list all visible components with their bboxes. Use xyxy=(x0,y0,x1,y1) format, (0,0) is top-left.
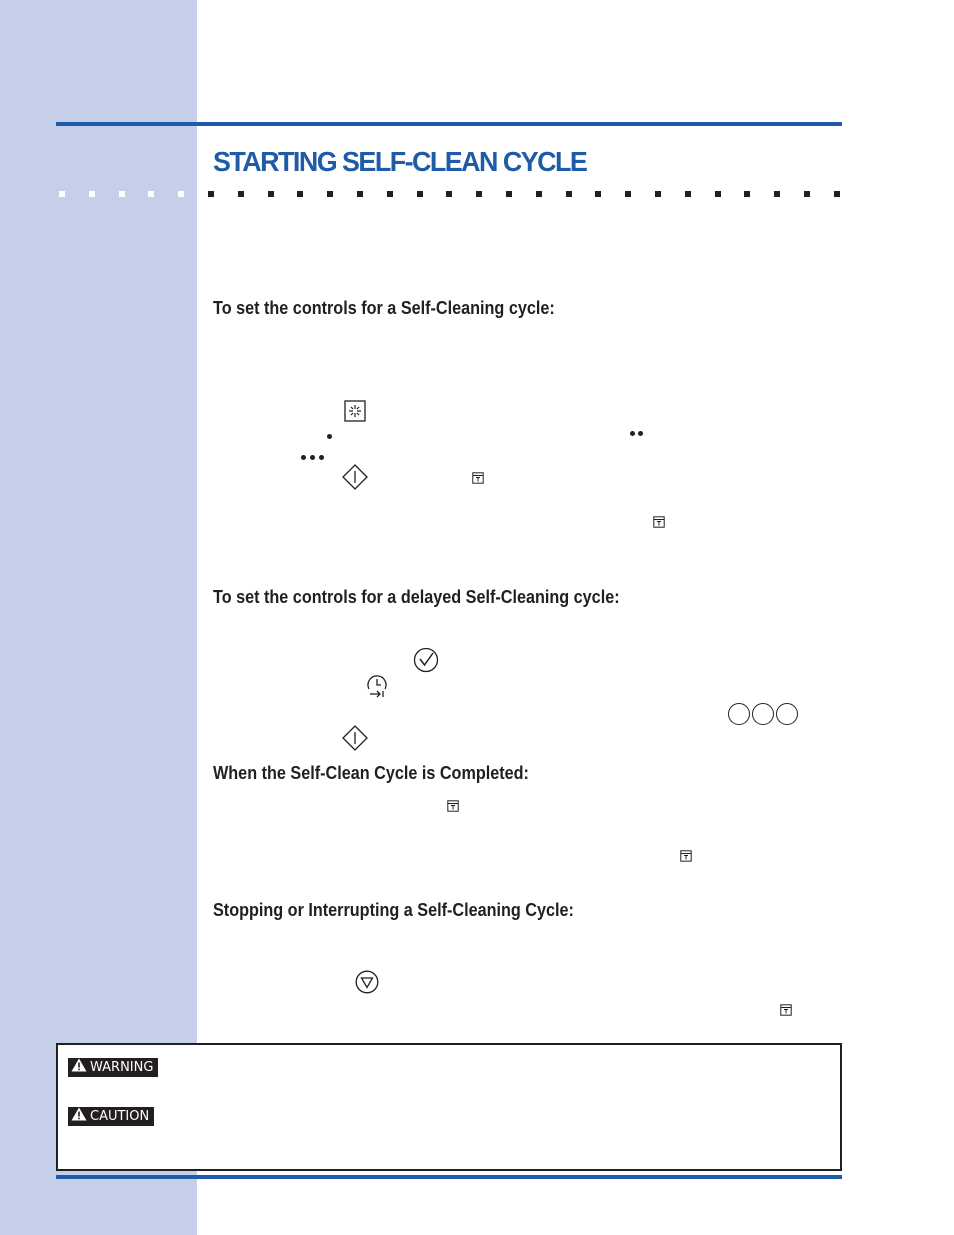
level-dot-icon xyxy=(319,455,324,460)
dotted-divider xyxy=(0,191,954,199)
divider-dot xyxy=(417,191,423,197)
door-lock-icon xyxy=(653,516,665,528)
number-key-icon xyxy=(728,703,750,725)
divider-dot xyxy=(238,191,244,197)
divider-dot xyxy=(774,191,780,197)
divider-dot xyxy=(685,191,691,197)
top-rule xyxy=(56,122,842,126)
divider-dot xyxy=(148,191,154,197)
self-clean-icon xyxy=(344,400,366,422)
heading-self-clean: To set the controls for a Self-Cleaning cycle: xyxy=(213,298,555,318)
warning-badge xyxy=(68,1058,158,1077)
warning-triangle-icon xyxy=(71,1058,87,1078)
bottom-rule xyxy=(56,1175,842,1179)
delay-start-icon xyxy=(364,674,390,700)
divider-dot xyxy=(208,191,214,197)
level-dot-icon xyxy=(638,431,643,436)
heading-cycle-completed: When the Self-Clean Cycle is Completed: xyxy=(213,763,529,783)
divider-dot xyxy=(804,191,810,197)
stop-icon xyxy=(355,970,379,994)
door-lock-icon xyxy=(447,800,459,812)
divider-dot xyxy=(297,191,303,197)
number-key-icon xyxy=(752,703,774,725)
heading-delayed-self-clean: To set the controls for a delayed Self-Cleaning cycle: xyxy=(213,587,620,607)
level-dot-icon xyxy=(630,431,635,436)
divider-dot xyxy=(536,191,542,197)
door-lock-icon xyxy=(472,472,484,484)
warning-label: WARNING xyxy=(90,1060,154,1075)
level-dot-icon xyxy=(301,455,306,460)
door-lock-icon xyxy=(680,850,692,862)
level-dot-icon xyxy=(327,434,332,439)
divider-dot xyxy=(655,191,661,197)
page-title: STARTING SELF-CLEAN CYCLE xyxy=(213,146,587,177)
divider-dot xyxy=(625,191,631,197)
safety-notice-box xyxy=(56,1043,842,1171)
level-dot-icon xyxy=(310,455,315,460)
clean-time-check-icon xyxy=(413,647,439,673)
start-icon xyxy=(342,725,368,751)
divider-dot xyxy=(119,191,125,197)
divider-dot xyxy=(506,191,512,197)
divider-dot xyxy=(357,191,363,197)
divider-dot xyxy=(59,191,65,197)
divider-dot xyxy=(744,191,750,197)
caution-badge xyxy=(68,1107,154,1126)
divider-dot xyxy=(178,191,184,197)
divider-dot xyxy=(446,191,452,197)
divider-dot xyxy=(476,191,482,197)
start-icon xyxy=(342,464,368,490)
caution-triangle-icon xyxy=(71,1107,87,1127)
divider-dot xyxy=(268,191,274,197)
caution-label: CAUTION xyxy=(90,1109,150,1124)
divider-dot xyxy=(566,191,572,197)
heading-stopping-cycle: Stopping or Interrupting a Self-Cleaning Cycle: xyxy=(213,900,574,920)
divider-dot xyxy=(595,191,601,197)
door-lock-icon xyxy=(780,1004,792,1016)
divider-dot xyxy=(89,191,95,197)
number-key-icon xyxy=(776,703,798,725)
divider-dot xyxy=(387,191,393,197)
divider-dot xyxy=(715,191,721,197)
divider-dot xyxy=(327,191,333,197)
divider-dot xyxy=(834,191,840,197)
